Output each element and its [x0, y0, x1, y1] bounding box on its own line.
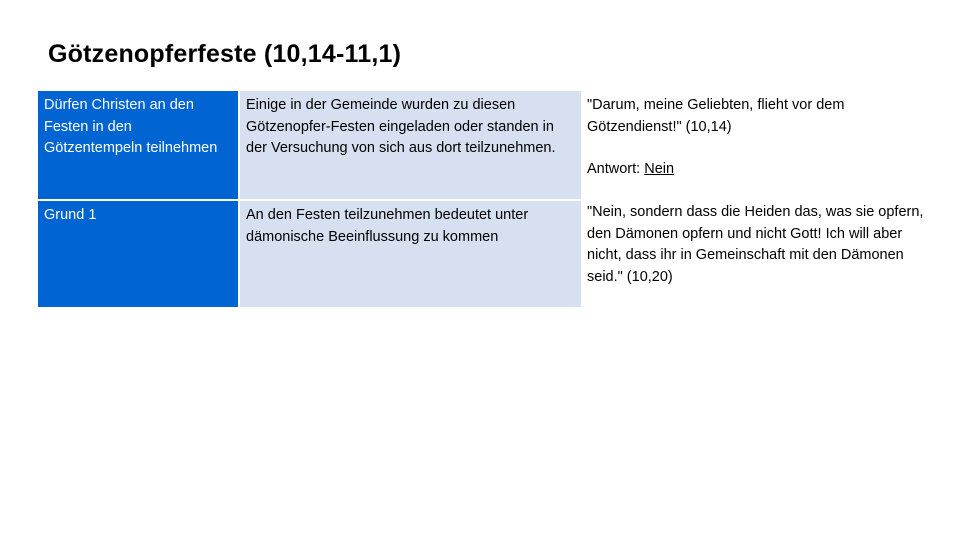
bible-quote-10-20: "Nein, sondern dass die Heiden das, was sie opfern, den Dämonen opfern und nicht Gott! Ich will aber nicht, dass ihr in Gemeinschaft mit den Dämonen seid." (10,20) — [587, 204, 924, 285]
content-table — [38, 91, 581, 307]
answer-value: Nein — [644, 161, 675, 177]
bible-quote-10-14: "Darum, meine Geliebten, flieht vor dem Götzendienst!" (10,14) — [587, 97, 845, 135]
answer-prefix: Antwort: — [587, 161, 645, 177]
row-label-question: Dürfen Christen an den Festen in den Götzentempeln teilnehmen — [38, 91, 240, 199]
row-label-reason-1: Grund 1 — [38, 201, 240, 307]
table-row — [38, 91, 581, 201]
slide-title: Götzenopferfeste (10,14-11,1) — [48, 40, 402, 68]
answer-line — [587, 159, 674, 181]
row-description-reason-1: An den Festen teilzunehmen bedeutet unter dämonische Beeinflussung zu kommen — [240, 201, 581, 307]
row-description-context: Einige in der Gemeinde wurden zu diesen Götzenopfer-Festen eingeladen oder standen in der Versuchung von sich aus dort teilzunehmen. — [240, 91, 581, 199]
table-row — [38, 201, 581, 307]
